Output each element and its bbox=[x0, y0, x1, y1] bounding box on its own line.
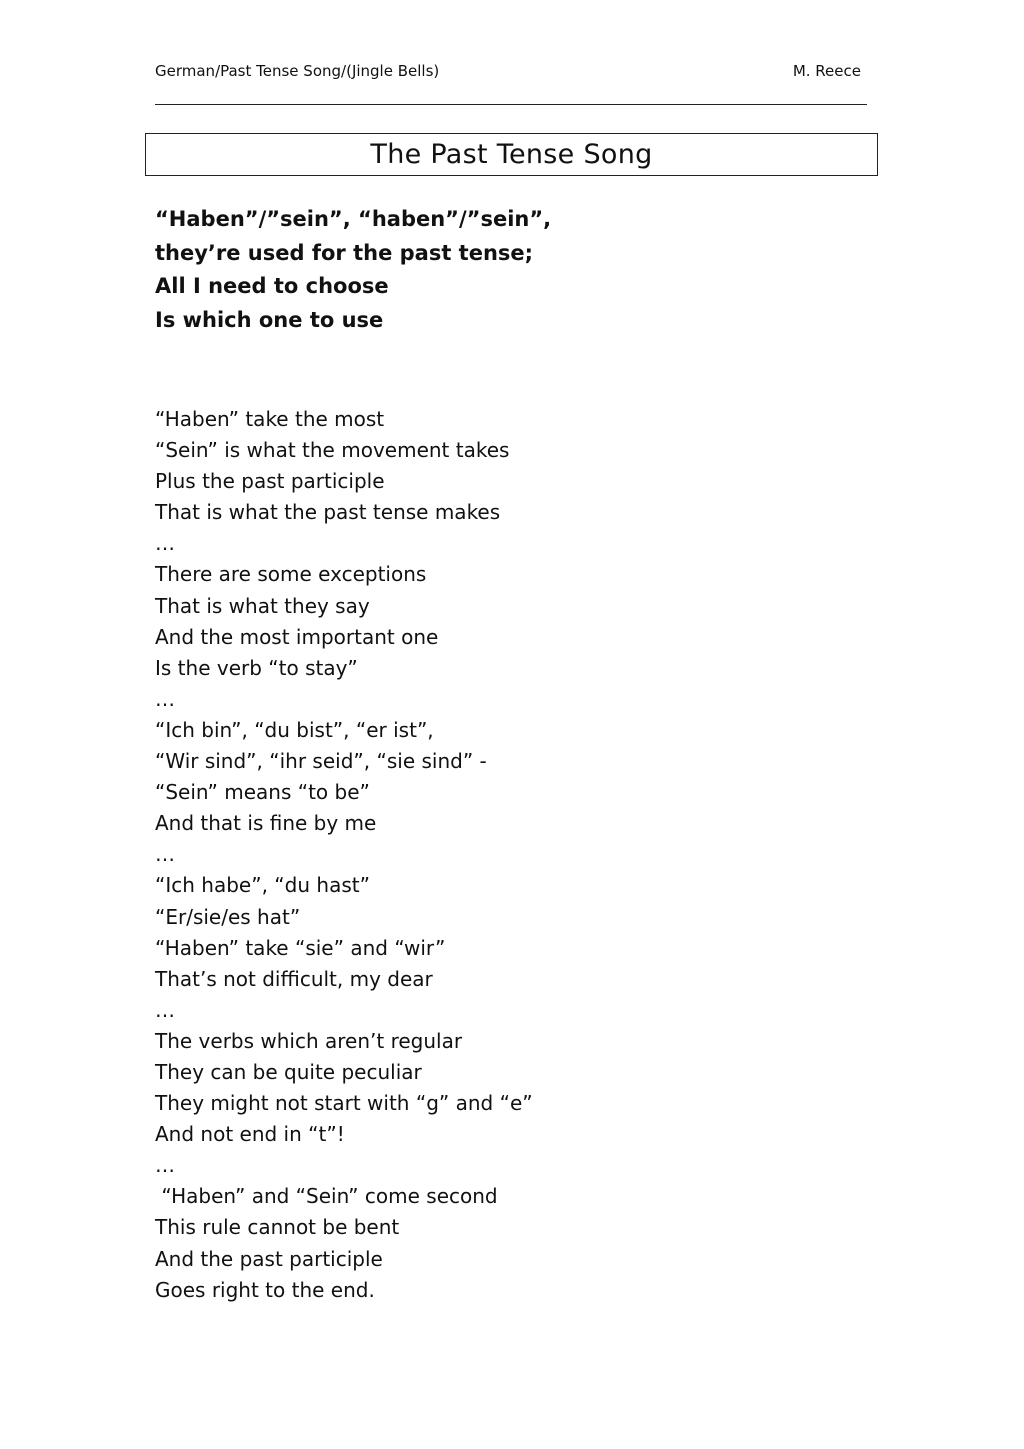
verse-line: There are some exceptions bbox=[155, 562, 427, 587]
page-header bbox=[155, 62, 861, 84]
verse-line: “Haben” take “sie” and “wir” bbox=[155, 935, 446, 960]
verse-line: Is the verb “to stay” bbox=[155, 655, 358, 680]
verse-line: And not end in “t”! bbox=[155, 1122, 345, 1147]
verse-line: They can be quite peculiar bbox=[155, 1059, 422, 1084]
page-title: The Past Tense Song bbox=[370, 139, 653, 170]
chorus-line: All I need to choose bbox=[155, 274, 389, 298]
verse-separator: … bbox=[155, 842, 175, 867]
chorus-line: they’re used for the past tense; bbox=[155, 240, 534, 265]
verse-line: They might not start with “g” and “e” bbox=[155, 1091, 533, 1116]
verse-separator: … bbox=[155, 1153, 175, 1178]
verse-line: “Haben” and “Sein” come second bbox=[155, 1184, 498, 1209]
verse-separator: … bbox=[155, 531, 175, 556]
verse-separator: … bbox=[155, 686, 175, 711]
verse-line: Plus the past participle bbox=[155, 469, 385, 494]
chorus-line: Is which one to use bbox=[155, 307, 384, 332]
header-document-path: German/Past Tense Song/(Jingle Bells) bbox=[155, 62, 440, 80]
verse-line: That is what they say bbox=[155, 593, 370, 618]
verse-line: And the most important one bbox=[155, 624, 439, 649]
verse-line: Goes right to the end. bbox=[155, 1277, 375, 1302]
verse-line: And that is fine by me bbox=[155, 811, 377, 836]
chorus bbox=[155, 203, 551, 337]
verse-separator: … bbox=[155, 997, 175, 1022]
verse-line: The verbs which aren’t regular bbox=[155, 1028, 463, 1053]
title-box bbox=[145, 133, 878, 176]
verse-line: “Haben” take the most bbox=[155, 407, 385, 431]
chorus-line: “Haben”/”sein”, “haben”/”sein”, bbox=[155, 207, 552, 231]
verse-line: “Ich habe”, “du hast” bbox=[155, 873, 370, 898]
verse-line: This rule cannot be bent bbox=[155, 1215, 400, 1240]
verse-line: And the past participle bbox=[155, 1246, 383, 1271]
verse-line: That is what the past tense makes bbox=[155, 500, 501, 525]
verse-line: “Ich bin”, “du bist”, “er ist”, bbox=[155, 717, 434, 742]
verse-line: “Wir sind”, “ihr seid”, “sie sind” - bbox=[155, 749, 487, 774]
header-divider bbox=[155, 104, 867, 105]
verse-line: “Sein” means “to be” bbox=[155, 780, 370, 805]
verse-line: That’s not difficult, my dear bbox=[155, 966, 433, 991]
verse-line: “Sein” is what the movement takes bbox=[155, 438, 510, 463]
header-author: M. Reece bbox=[792, 62, 861, 80]
verses bbox=[155, 404, 533, 1306]
verse-line: “Er/sie/es hat” bbox=[155, 904, 301, 929]
